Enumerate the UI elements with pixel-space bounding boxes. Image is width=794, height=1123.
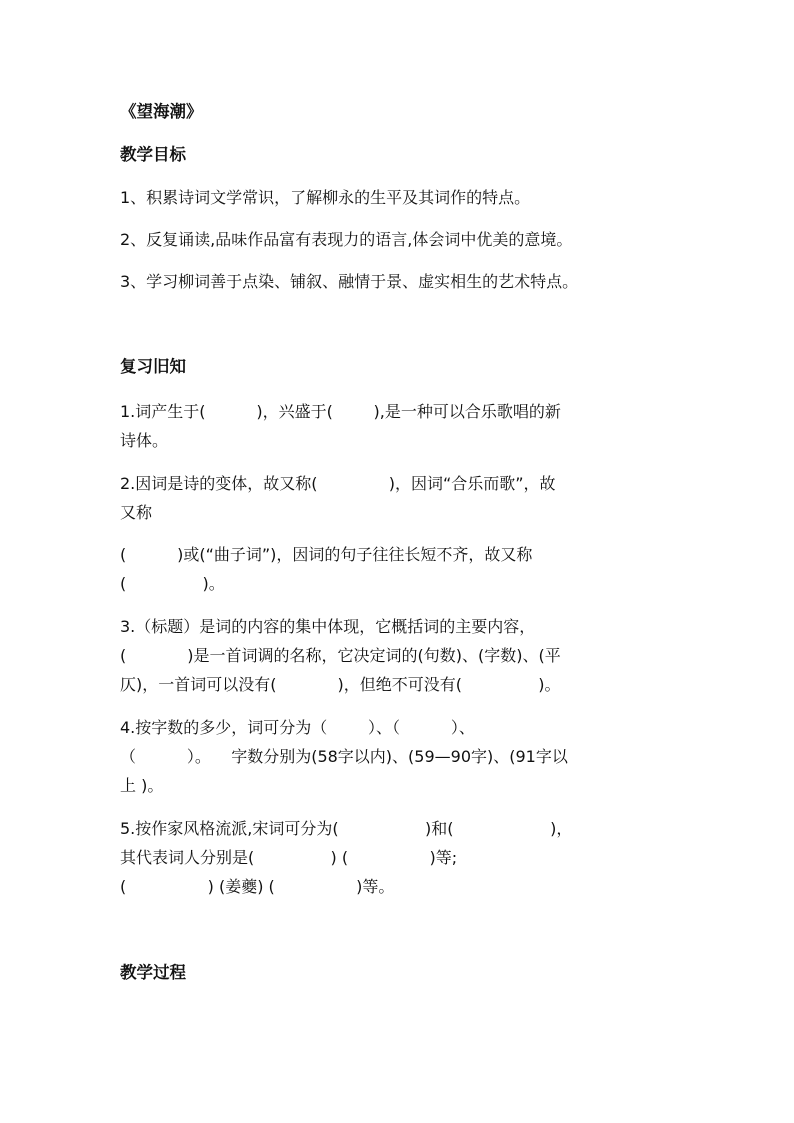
objectives-heading: 教学目标 — [120, 145, 186, 164]
question-4-line: 上 )。 — [120, 776, 164, 795]
question-3-line: 3.（标题）是词的内容的集中体现，它概括词的主要内容， — [120, 617, 536, 636]
question-5-line: ( ) (姜夔) ( )等。 — [120, 877, 395, 896]
question-3-line: 仄)，一首词可以没有( )，但绝不可没有( )。 — [120, 675, 561, 694]
question-2-line: ( )或(“曲子词”)，因词的句子往往长短不齐，故又称 — [120, 545, 533, 564]
question-5-line: 5.按作家风格流派,宋词可分为( )和( )， — [120, 819, 573, 838]
question-2-line: 2.因词是诗的变体，故又称( )，因词“合乐而歌”，故 — [120, 474, 556, 493]
objective-item: 2、反复诵读,品味作品富有表现力的语言,体会词中优美的意境。 — [120, 230, 573, 249]
question-3-line: ( )是一首词调的名称，它决定词的(句数)、(字数)、(平 — [120, 646, 561, 665]
objective-item: 3、学习柳词善于点染、铺叙、融情于景、虚实相生的艺术特点。 — [120, 272, 579, 291]
question-4-line: （ ）。 字数分别为(58字以内)、(59—90字)、(91字以 — [120, 747, 568, 766]
review-heading: 复习旧知 — [120, 357, 186, 376]
title: 《望海潮》 — [120, 102, 203, 121]
process-heading: 教学过程 — [120, 963, 186, 982]
question-1-line: 1.词产生于( )，兴盛于( ),是一种可以合乐歌唱的新 — [120, 402, 561, 421]
objective-item: 1、积累诗词文学常识，了解柳永的生平及其词作的特点。 — [120, 188, 531, 207]
question-1-line: 诗体。 — [120, 431, 169, 450]
question-4-line: 4.按字数的多少，词可分为（ ）、（ ）、 — [120, 718, 475, 737]
question-5-line: 其代表词人分别是( ) ( )等; — [120, 848, 458, 867]
question-2-line: ( )。 — [120, 574, 225, 593]
question-2-line: 又称 — [120, 503, 153, 522]
